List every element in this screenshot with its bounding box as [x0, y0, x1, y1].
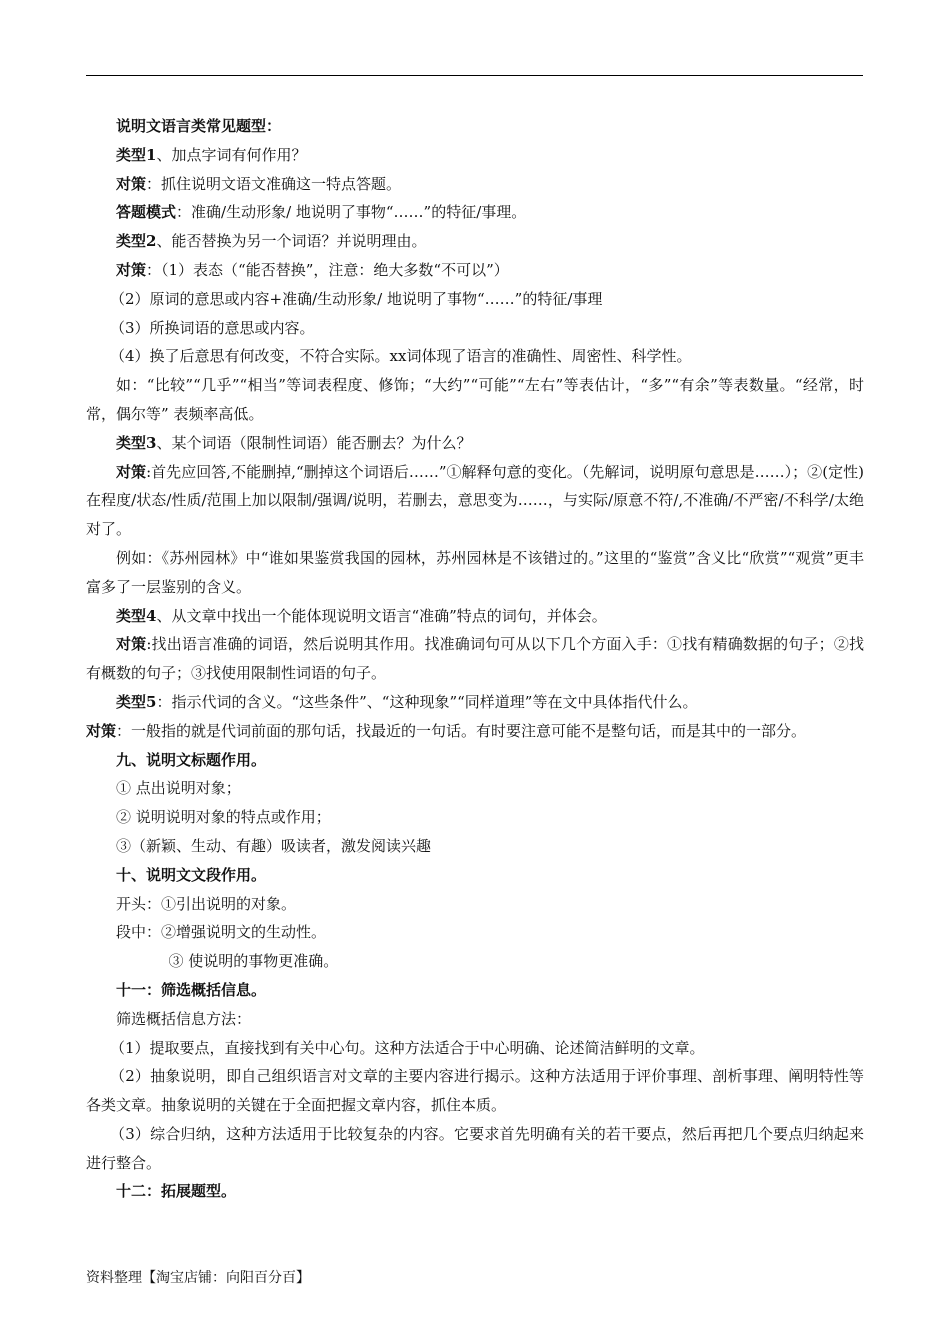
label: 对策	[116, 260, 147, 279]
text: 、从文章中找出一个能体现说明文语言“准确”特点的词句，并体会。	[156, 606, 607, 625]
label: 类型2	[116, 232, 157, 251]
label: 类型1	[116, 145, 157, 164]
section-heading-10: 十、说明文文段作用。	[116, 865, 267, 884]
strategy-2	[86, 256, 864, 285]
method-1: （1）提取要点，直接找到有关中心句。这种方法适合于中心明确、论述简洁鲜明的文章。	[110, 1038, 705, 1057]
question-type-5	[86, 688, 864, 717]
label: 对策	[116, 462, 147, 481]
list-item: ② 说明说明对象的特点或作用；	[116, 808, 331, 827]
example-paragraph-1: 如：“比较”“几乎”“相当”等词表程度、修饰；“大约”“可能”“左右”等表估计，“多”“有余”等表数量。“经常，时常，偶尔等” 表频率高低。	[86, 376, 864, 423]
question-type-3	[86, 429, 864, 458]
text: ：准确/生动形象/ 地说明了事物“……”的特征/事理。	[176, 203, 527, 222]
text: ：（1）表态（“能否替换”，注意：绝大多数“不可以”）	[146, 260, 509, 279]
page-footer: 资料整理【淘宝店铺：向阳百分百】	[86, 1270, 310, 1286]
label: 类型3	[116, 433, 157, 452]
method-2: （2）抽象说明，即自己组织语言对文章的主要内容进行揭示。这种方法适用于评价事理、剖析事理、阐明特性等各类文章。抽象说明的关键在于全面把握文章内容，抓住本质。	[86, 1067, 864, 1115]
question-type-2	[86, 227, 864, 256]
text: :首先应回答,不能删掉,“删掉这个词语后……”①解释句意的变化。（先解词，说明原句意思是……）；②(定性)在程度/状态/性质/范围上加以限制/强调/说明，若删去，意思变为……，与实际/原意不符/,不准确/不严密/不科学/太绝对了。	[86, 462, 864, 539]
text: ：指示代词的含义。“这些条件”、“这种现象”“同样道理”等在文中具体指代什么。	[156, 692, 698, 711]
section-heading-9: 九、说明文标题作用。	[116, 750, 267, 769]
text: ：一般指的就是代词前面的那句话，找最近的一句话。有时要注意可能不是整句话，而是其中的一部分。	[116, 721, 807, 740]
label: 对策	[116, 174, 147, 193]
header-rule	[86, 75, 863, 76]
label: 类型5	[116, 692, 157, 711]
strategy-2-step-2: （2）原词的意思或内容+准确/生动形象/ 地说明了事物“……”的特征/事理	[110, 289, 603, 308]
document-body	[86, 112, 864, 1206]
list-item: ③ 使说明的事物更准确。	[168, 952, 339, 971]
strategy-2-step-4: （4）换了后意思有何改变，不符合实际。xx词体现了语言的准确性、周密性、科学性。	[110, 347, 692, 366]
text: 、某个词语（限制性词语）能否删去？为什么？	[156, 433, 472, 452]
strategy-5	[86, 717, 864, 746]
question-type-4	[86, 602, 864, 631]
list-item: 开头：①引出说明的对象。	[116, 894, 297, 913]
label: 对策	[116, 635, 147, 654]
section-heading-12: 十二：拓展题型。	[116, 1182, 237, 1201]
text: :找出语言准确的词语，然后说明其作用。找准确词句可从以下几个方面入手：①找有精确数据的句子；②找有概数的句子；③找使用限制性词语的句子。	[86, 635, 864, 683]
list-item: ③（新颖、生动、有趣）吸读者，激发阅读兴趣	[116, 836, 432, 855]
section-heading: 说明文语言类常见题型：	[116, 117, 282, 135]
strategy-3	[86, 458, 864, 544]
text: ：抓住说明文语文准确这一特点答题。	[146, 174, 402, 193]
answer-pattern-1	[86, 198, 864, 227]
method-intro: 筛选概括信息方法：	[116, 1009, 252, 1028]
label: 类型4	[116, 606, 157, 625]
list-item: ① 点出说明对象；	[116, 779, 241, 798]
label: 答题模式	[116, 203, 177, 222]
text: 、加点字词有何作用？	[156, 145, 307, 164]
strategy-2-step-3: （3）所换词语的意思或内容。	[110, 318, 315, 337]
section-heading-11: 十一：筛选概括信息。	[116, 980, 267, 999]
strategy-4	[86, 630, 864, 688]
list-item: 段中：②增强说明文的生动性。	[116, 923, 327, 942]
text: 、能否替换为另一个词语？并说明理由。	[156, 232, 427, 251]
strategy-1	[86, 170, 864, 199]
example-paragraph-2: 例如：《苏州园林》中“谁如果鉴赏我国的园林，苏州园林是不该错过的。”这里的“鉴赏”含义比“欣赏”“观赏”更丰富多了一层鉴别的含义。	[86, 548, 864, 596]
method-3: （3）综合归纳，这种方法适用于比较复杂的内容。它要求首先明确有关的若干要点，然后再把几个要点归纳起来进行整合。	[86, 1124, 864, 1172]
label: 对策	[86, 721, 117, 740]
question-type-1	[86, 141, 864, 170]
